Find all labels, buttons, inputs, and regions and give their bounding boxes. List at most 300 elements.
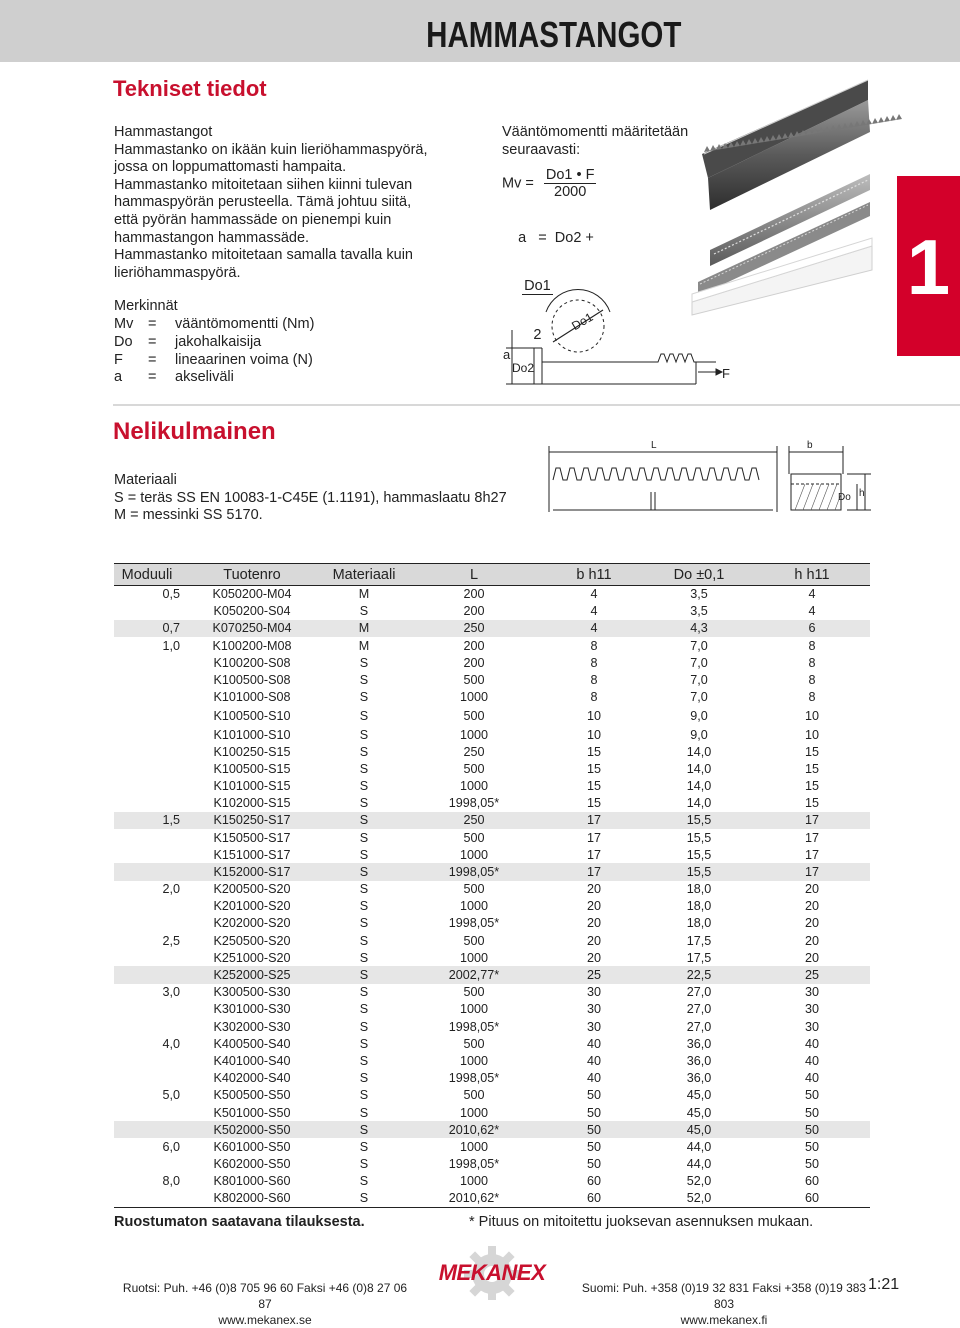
cell-material: S	[324, 966, 404, 983]
table-row	[114, 932, 870, 949]
notation-symbol: Mv	[114, 316, 134, 333]
gear-mesh-diagram	[498, 296, 738, 396]
cell-length: 250	[463, 744, 485, 759]
cell-module	[114, 1052, 180, 1069]
cell-pitch-diameter: 18,0	[686, 899, 712, 914]
cell-height: 17	[804, 847, 819, 862]
cell-product-number: K101000-S10	[213, 727, 291, 742]
cell-module	[114, 966, 180, 983]
diagram-label-do2: Do2	[512, 361, 535, 375]
cell-pitch-diameter: 15,5	[644, 863, 754, 880]
table-row	[114, 1052, 870, 1069]
formula-axis-lhs: a = Do2 +	[518, 230, 594, 247]
cell-module	[114, 1070, 180, 1087]
cell-width: 10	[586, 727, 601, 742]
cell-height: 20	[804, 882, 819, 897]
formula-torque-lhs: Mv =	[502, 175, 534, 192]
cell-module	[114, 949, 180, 966]
cell-pitch-diameter: 7,0	[690, 638, 708, 653]
cell-length: 1998,05*	[448, 1157, 500, 1172]
cell-width: 17	[544, 863, 644, 880]
cell-material: S	[359, 709, 369, 724]
cell-material: S	[359, 1157, 369, 1172]
diagram-label-force: F	[722, 366, 730, 381]
cell-module	[114, 863, 180, 880]
table-row	[114, 812, 870, 829]
cell-product-number: K050200-M04	[212, 587, 292, 602]
diagram-label-a: a	[503, 347, 511, 362]
table-row	[114, 620, 870, 637]
cell-pitch-diameter: 27,0	[686, 985, 712, 1000]
cell-material: S	[324, 1121, 404, 1138]
dim-label-pitch-diameter: Do	[838, 492, 851, 503]
formula-numerator: Do1 • F	[545, 167, 595, 184]
cell-product-number: K251000-S20	[213, 950, 291, 965]
cell-product-number: K101000-S15	[213, 778, 291, 793]
cell-width: 30	[586, 985, 601, 1000]
cell-pitch-diameter: 7,0	[690, 690, 708, 705]
cell-material: S	[359, 1036, 369, 1051]
table-row	[114, 760, 870, 777]
cell-width: 4	[590, 587, 598, 602]
cell-height: 20	[804, 933, 819, 948]
notation-row	[114, 351, 314, 369]
cell-pitch-diameter: 18,0	[686, 916, 712, 931]
formula-denominator: 2000	[554, 184, 587, 201]
cell-product-number: K301000-S30	[213, 1002, 291, 1017]
table-row	[114, 654, 870, 671]
cell-width: 4	[590, 604, 598, 619]
table-row	[114, 689, 870, 706]
table-row	[114, 829, 870, 846]
notation-table	[114, 316, 314, 386]
cell-height: 50	[804, 1105, 819, 1120]
cell-pitch-diameter: 14,0	[686, 778, 712, 793]
cell-length: 500	[463, 1036, 485, 1051]
cell-length: 1998,05*	[448, 1071, 500, 1086]
cell-length: 500	[463, 830, 485, 845]
cell-pitch-diameter: 3,5	[690, 587, 708, 602]
rack-spec-table	[114, 563, 870, 1208]
column-header-product-number: Tuotenro	[180, 564, 324, 586]
cell-width: 15	[586, 744, 601, 759]
cell-length: 2010,62*	[404, 1190, 544, 1207]
cell-width: 20	[586, 933, 601, 948]
cell-width: 17	[586, 847, 601, 862]
column-header-height: h h11	[754, 564, 870, 586]
intro-heading: Hammastangot	[114, 124, 213, 140]
cell-product-number: K401000-S40	[213, 1053, 291, 1068]
cell-material: S	[359, 847, 369, 862]
cell-pitch-diameter: 4,3	[644, 620, 754, 637]
cell-module	[114, 1156, 180, 1173]
cell-material: S	[359, 673, 369, 688]
table-row	[114, 1156, 870, 1173]
cell-material: S	[359, 916, 369, 931]
cell-material: S	[359, 655, 369, 670]
cell-pitch-diameter: 9,0	[690, 709, 708, 724]
table-row	[114, 846, 870, 863]
cell-length: 500	[463, 933, 485, 948]
cell-length: 200	[463, 655, 485, 670]
notation-row	[114, 316, 314, 334]
page-title: HAMMASTANGOT	[426, 14, 682, 55]
column-header-pitch-diameter: Do ±0,1	[644, 564, 754, 586]
cell-pitch-diameter: 17,5	[686, 950, 712, 965]
cell-pitch-diameter: 36,0	[686, 1036, 712, 1051]
cell-width: 25	[544, 966, 644, 983]
cell-material: S	[359, 1105, 369, 1120]
cell-height: 8	[808, 690, 816, 705]
dim-label-length: L	[651, 440, 657, 451]
cell-height: 40	[804, 1053, 819, 1068]
intro-line: Hammastanko mitoitetaan siihen kiinni tulevan	[114, 176, 413, 193]
table-row	[114, 1087, 870, 1104]
cell-width: 30	[586, 1019, 601, 1034]
page-number: 1:21	[868, 1276, 900, 1293]
cell-module	[114, 1190, 180, 1207]
cell-length: 1000	[459, 1002, 489, 1017]
cell-module	[114, 760, 180, 777]
cell-pitch-diameter: 27,0	[686, 1019, 712, 1034]
cell-height: 17	[754, 863, 870, 880]
notation-equals: =	[148, 351, 157, 368]
cell-height: 20	[804, 916, 819, 931]
cell-product-number: K200500-S20	[213, 882, 291, 897]
cell-pitch-diameter: 14,0	[686, 761, 712, 776]
cell-width: 8	[590, 638, 598, 653]
cell-module: 4,0	[162, 1036, 180, 1051]
cell-length: 1998,05*	[404, 863, 544, 880]
cell-material: S	[359, 899, 369, 914]
cell-module	[114, 654, 180, 671]
cell-height: 30	[804, 1019, 819, 1034]
intro-line: hammastangon hammassäde.	[114, 229, 310, 246]
table-row	[114, 1121, 870, 1138]
table-row	[114, 1190, 870, 1207]
section-divider	[113, 404, 960, 406]
cell-width: 8	[590, 673, 598, 688]
cell-length: 1998,05*	[448, 796, 500, 811]
section-title-nelikulmainen: Nelikulmainen	[113, 418, 276, 445]
cell-pitch-diameter: 7,0	[690, 655, 708, 670]
cell-height: 17	[804, 830, 819, 845]
table-row	[114, 984, 870, 1001]
chapter-number: 1	[906, 223, 951, 311]
cell-module	[114, 777, 180, 794]
column-header-width: b h11	[544, 564, 644, 586]
cell-height: 15	[804, 778, 819, 793]
cell-product-number: K100200-M08	[212, 638, 292, 653]
dim-label-height: h	[859, 488, 865, 499]
cell-pitch-diameter: 17,5	[686, 933, 712, 948]
table-row	[114, 949, 870, 966]
cell-module	[114, 1001, 180, 1018]
formula-torque	[502, 167, 702, 200]
table-body	[114, 586, 870, 1208]
cell-product-number: K500500-S50	[213, 1088, 291, 1103]
table-row	[114, 915, 870, 932]
intro-line: lieriöhammaspyörä.	[114, 264, 241, 281]
cell-length: 500	[463, 882, 485, 897]
notation-equals: =	[148, 316, 157, 333]
cell-module: 2,0	[162, 882, 180, 897]
cell-material: M	[324, 620, 404, 637]
cell-material: S	[324, 812, 404, 829]
cell-product-number: K070250-M04	[180, 620, 324, 637]
intro-line: että pyörän hammassäde on pienempi kuin	[114, 211, 392, 228]
cell-width: 20	[586, 882, 601, 897]
rack-spec-table-wrap	[114, 563, 870, 1208]
cell-length: 250	[404, 620, 544, 637]
notation-row	[114, 333, 314, 351]
notation-row	[114, 368, 314, 386]
table-row	[114, 671, 870, 688]
cell-height: 30	[804, 985, 819, 1000]
table-row	[114, 1104, 870, 1121]
table-row	[114, 724, 870, 743]
footer-finland-phone: Suomi: Puh. +358 (0)19 32 831 Faksi +358 (0)19 383 803	[581, 1281, 867, 1311]
cell-pitch-diameter: 36,0	[686, 1071, 712, 1086]
cell-pitch-diameter: 36,0	[686, 1053, 712, 1068]
footer-sweden-url: www.mekanex.se	[218, 1313, 312, 1327]
table-row	[114, 898, 870, 915]
footnote-stainless: Ruostumaton saatavana tilauksesta.	[114, 1214, 365, 1230]
cell-module	[114, 603, 180, 620]
cell-width: 40	[586, 1036, 601, 1051]
intro-text	[114, 124, 444, 282]
cell-pitch-diameter: 45,0	[686, 1088, 712, 1103]
cell-height: 15	[804, 761, 819, 776]
cell-height: 4	[808, 604, 816, 619]
cell-width: 8	[590, 690, 598, 705]
cell-material: S	[359, 1139, 369, 1154]
cell-module	[114, 846, 180, 863]
formula-intro: Vääntömomentti määritetään	[502, 124, 689, 140]
cell-product-number: K151000-S17	[213, 847, 291, 862]
cell-pitch-diameter: 14,0	[686, 744, 712, 759]
cell-height: 17	[754, 812, 870, 829]
cell-product-number: K152000-S17	[180, 863, 324, 880]
intro-line: jossa on loppumattomasti hampaita.	[114, 159, 347, 176]
cell-material: S	[359, 1002, 369, 1017]
cell-height: 20	[804, 899, 819, 914]
cell-module	[114, 671, 180, 688]
table-row	[114, 1018, 870, 1035]
cell-material: S	[359, 727, 369, 742]
cell-pitch-diameter: 15,5	[686, 847, 712, 862]
table-row	[114, 586, 870, 603]
cell-height: 40	[804, 1071, 819, 1086]
cell-product-number: K100200-S08	[213, 655, 291, 670]
cell-length: 500	[463, 709, 485, 724]
notation-symbol: F	[114, 351, 123, 368]
cell-length: 1000	[459, 778, 489, 793]
cell-product-number: K201000-S20	[213, 899, 291, 914]
cell-length: 1000	[459, 899, 489, 914]
table-row	[114, 881, 870, 898]
table-row	[114, 966, 870, 983]
table-row	[114, 1070, 870, 1087]
cell-product-number: K100500-S08	[213, 673, 291, 688]
cell-width: 15	[586, 796, 601, 811]
column-header-material: Materiaali	[324, 564, 404, 586]
cell-product-number: K302000-S30	[213, 1019, 291, 1034]
cell-height: 6	[754, 620, 870, 637]
cell-product-number: K202000-S20	[213, 916, 291, 931]
material-line: S = teräs SS EN 10083-1-C45E (1.1191), hammaslaatu 8h27	[114, 489, 507, 506]
cell-material: M	[358, 587, 370, 602]
cell-height: 30	[804, 1002, 819, 1017]
cell-material: S	[359, 1088, 369, 1103]
cell-length: 1000	[459, 690, 489, 705]
cell-height: 8	[808, 638, 816, 653]
cell-length: 500	[463, 673, 485, 688]
column-header-module: Moduuli	[114, 564, 180, 586]
formula-intro: seuraavasti:	[502, 141, 581, 158]
cell-module: 6,0	[162, 1139, 180, 1154]
gear-rack-product-image	[690, 70, 875, 315]
cell-product-number: K100500-S15	[213, 761, 291, 776]
intro-line: Hammastanko mitoitetaan samalla tavalla kuin	[114, 247, 413, 264]
cell-height: 50	[804, 1139, 819, 1154]
cell-height: 8	[808, 673, 816, 688]
cell-material: S	[359, 761, 369, 776]
cell-product-number: K101000-S08	[213, 690, 291, 705]
cell-product-number: K252000-S25	[180, 966, 324, 983]
cell-length: 1000	[459, 847, 489, 862]
cell-length: 2002,77*	[404, 966, 544, 983]
cell-material: S	[359, 604, 369, 619]
cell-module	[114, 706, 180, 725]
cell-length: 2010,62*	[404, 1121, 544, 1138]
cell-material: S	[324, 863, 404, 880]
cell-product-number: K502000-S50	[180, 1121, 324, 1138]
cell-material: S	[359, 744, 369, 759]
dim-label-width: b	[807, 440, 813, 451]
cell-width: 10	[586, 709, 601, 724]
material-line: M = messinki SS 5170.	[114, 507, 263, 524]
cell-length: 500	[463, 761, 485, 776]
table-row	[114, 1001, 870, 1018]
table-row	[114, 1035, 870, 1052]
cell-material: S	[359, 1053, 369, 1068]
cell-width: 20	[586, 899, 601, 914]
cell-module: 0,5	[162, 587, 180, 602]
cell-material: S	[359, 778, 369, 793]
footer-sweden-contact	[120, 1280, 410, 1328]
cell-pitch-diameter: 22,5	[644, 966, 754, 983]
cell-material: S	[359, 1019, 369, 1034]
cell-product-number: K501000-S50	[213, 1105, 291, 1120]
cell-length: 200	[463, 604, 485, 619]
cell-material: S	[324, 1190, 404, 1207]
cell-height: 60	[754, 1190, 870, 1207]
cell-length: 1000	[459, 1174, 489, 1189]
cell-product-number: K801000-S60	[213, 1174, 291, 1189]
cell-length: 1000	[459, 1139, 489, 1154]
table-row	[114, 603, 870, 620]
cell-pitch-diameter: 15,5	[644, 812, 754, 829]
cell-pitch-diameter: 15,5	[686, 830, 712, 845]
cell-pitch-diameter: 18,0	[686, 882, 712, 897]
cell-length: 200	[463, 638, 485, 653]
cell-width: 60	[586, 1174, 601, 1189]
cell-height: 50	[754, 1121, 870, 1138]
notation-description: jakohalkaisija	[175, 333, 262, 350]
cell-product-number: K100500-S10	[213, 709, 291, 724]
cell-length: 1000	[459, 727, 489, 742]
cell-width: 50	[544, 1121, 644, 1138]
cell-height: 25	[754, 966, 870, 983]
cell-module	[114, 795, 180, 812]
cell-material: S	[359, 1071, 369, 1086]
rack-dimension-drawing	[545, 434, 875, 516]
cell-width: 60	[544, 1190, 644, 1207]
cell-height: 10	[804, 709, 819, 724]
cell-module	[114, 1018, 180, 1035]
cell-width: 17	[544, 812, 644, 829]
cell-length: 1998,05*	[448, 1019, 500, 1034]
cell-module	[114, 915, 180, 932]
cell-pitch-diameter: 9,0	[690, 727, 708, 742]
cell-height: 50	[804, 1157, 819, 1172]
cell-module	[114, 1104, 180, 1121]
table-header-row	[114, 564, 870, 586]
notation-symbol: a	[114, 369, 123, 386]
cell-width: 50	[586, 1139, 601, 1154]
cell-height: 50	[804, 1088, 819, 1103]
table-row	[114, 777, 870, 794]
cell-product-number: K300500-S30	[213, 985, 291, 1000]
cell-product-number: K150250-S17	[180, 812, 324, 829]
cell-height: 4	[808, 587, 816, 602]
cell-product-number: K602000-S50	[213, 1157, 291, 1172]
formula-numerator: Do1	[524, 278, 551, 295]
cell-product-number: K601000-S50	[213, 1139, 291, 1154]
intro-line: Hammastanko on ikään kuin lieriöhammaspyörä,	[114, 141, 428, 158]
cell-module: 1,5	[114, 812, 180, 829]
cell-pitch-diameter: 44,0	[686, 1157, 712, 1172]
cell-pitch-diameter: 3,5	[690, 604, 708, 619]
cell-module: 5,0	[162, 1088, 180, 1103]
notation-description: akseliväli	[175, 369, 234, 386]
notation-description: vääntömomentti (Nm)	[175, 316, 315, 333]
cell-material: S	[359, 690, 369, 705]
notation-heading: Merkinnät	[114, 298, 178, 314]
cell-material: M	[358, 638, 370, 653]
cell-material: S	[359, 830, 369, 845]
cell-product-number: K250500-S20	[213, 933, 291, 948]
column-header-length: L	[404, 564, 544, 586]
material-heading: Materiaali	[114, 472, 177, 488]
table-row	[114, 1138, 870, 1155]
intro-line: hammaspyörän perusteella. Tämä johtuu siitä,	[114, 194, 412, 211]
cell-material: S	[359, 985, 369, 1000]
cell-product-number: K402000-S40	[213, 1071, 291, 1086]
cell-width: 15	[586, 778, 601, 793]
cell-product-number: K102000-S15	[213, 796, 291, 811]
notation-list	[114, 298, 314, 386]
footer-finland-contact	[574, 1280, 874, 1328]
diagram-label-do1: Do1	[569, 309, 596, 334]
cell-module: 3,0	[162, 985, 180, 1000]
notation-equals: =	[148, 333, 157, 350]
cell-material: S	[359, 933, 369, 948]
cell-pitch-diameter: 44,0	[686, 1139, 712, 1154]
cell-width: 40	[586, 1053, 601, 1068]
cell-material: S	[359, 950, 369, 965]
